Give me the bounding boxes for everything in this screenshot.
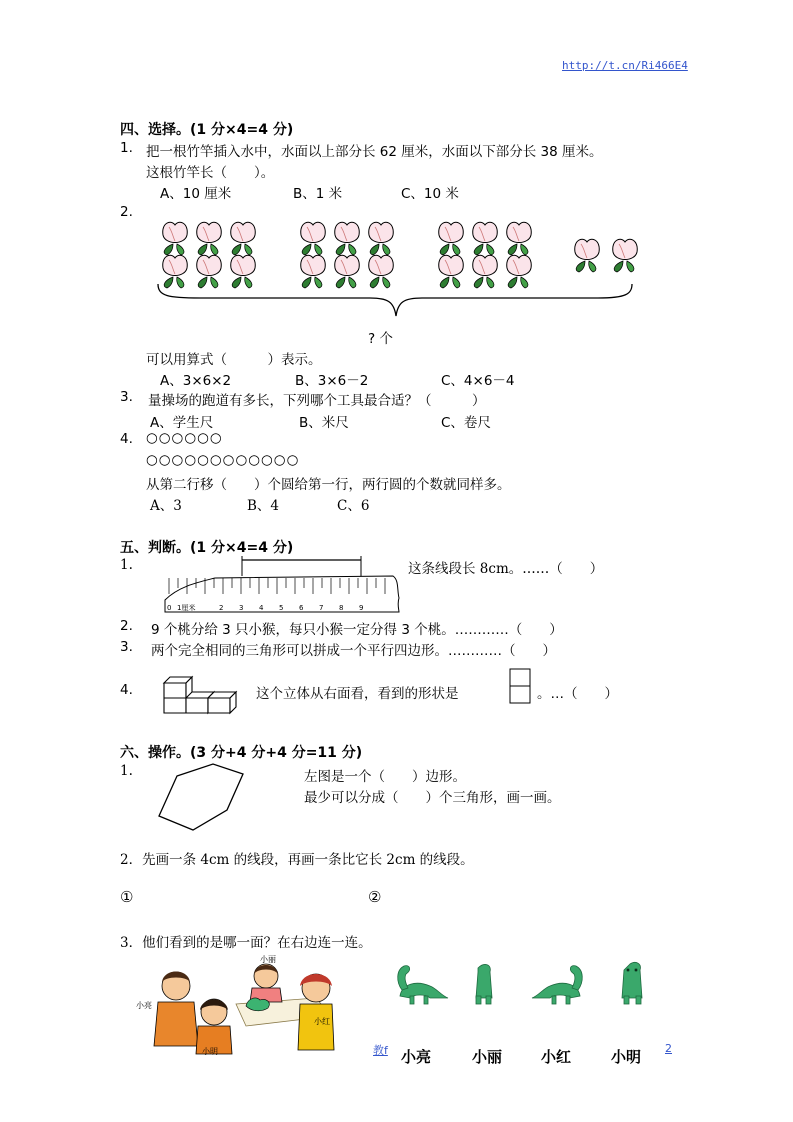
hexagon-figure bbox=[155, 760, 255, 840]
children-scene bbox=[136, 954, 336, 1054]
ruler-label-7: 7 bbox=[319, 604, 324, 612]
q4-1-option-b: B、1 米 bbox=[293, 186, 343, 202]
q6-2-mark-1: ① bbox=[120, 888, 134, 906]
q5-2-number: 2. bbox=[120, 618, 133, 634]
q4-3-text: 量操场的跑道有多长，下列哪个工具最合适？（ ） bbox=[148, 393, 486, 409]
scene-label-xiaoliang: 小亮 bbox=[136, 1001, 152, 1010]
q5-4-text-a: 这个立体从右面看，看到的形状是 bbox=[256, 686, 459, 702]
q6-1-number: 1. bbox=[120, 763, 133, 779]
q5-1-number: 1. bbox=[120, 557, 133, 573]
q6-1-line1: 左图是一个（ ）边形。 bbox=[304, 769, 466, 785]
q4-2-option-a: A、3×6×2 bbox=[160, 373, 232, 389]
section4-title: 四、选择。(1 分×4=4 分) bbox=[120, 122, 294, 138]
q4-4-option-c: C、6 bbox=[337, 498, 370, 514]
q4-1-text: 把一根竹竿插入水中，水面以上部分长 62 厘米，水面以下部分长 38 厘米。 bbox=[146, 144, 603, 160]
section6-title: 六、操作。(3 分+4 分+4 分=11 分) bbox=[120, 745, 363, 761]
q4-1-option-c: C、10 米 bbox=[401, 186, 459, 202]
partial-footer-word[interactable]: 教f bbox=[373, 1044, 388, 1057]
curly-brace bbox=[158, 284, 632, 316]
ruler-label-3: 3 bbox=[239, 604, 244, 612]
q4-3-number: 3. bbox=[120, 389, 133, 405]
q4-1-number: 1. bbox=[120, 140, 133, 156]
ruler-label-5: 5 bbox=[279, 604, 284, 612]
section5-title: 五、判断。(1 分×4=4 分) bbox=[120, 540, 294, 556]
q4-4-text: 从第二行移（ ）个圆给第一行，两行圆的个数就同样多。 bbox=[146, 477, 511, 493]
ruler-label-1: 1厘米 bbox=[177, 604, 196, 612]
cubes-figure bbox=[162, 667, 242, 715]
ruler-label-4: 4 bbox=[259, 604, 264, 612]
ruler-label-6: 6 bbox=[299, 604, 304, 612]
q5-4-text-b: 。…（ ） bbox=[537, 686, 618, 702]
ruler-label-2: 2 bbox=[219, 604, 224, 612]
q4-4-option-a: A、3 bbox=[150, 498, 182, 514]
q4-2-number: 2. bbox=[120, 204, 133, 220]
name-xiaoli: 小丽 bbox=[472, 1048, 503, 1066]
q4-4-option-b: B、4 bbox=[247, 498, 280, 514]
dino-view-back bbox=[476, 965, 492, 1004]
q5-3-text: 两个完全相同的三角形可以拼成一个平行四边形。…………（ ） bbox=[151, 643, 556, 659]
q5-1-text: 这条线段长 8cm。……（ ） bbox=[408, 561, 604, 577]
circles-row-1: ○○○○○○ bbox=[146, 430, 223, 446]
q4-2-option-b: B、3×6－2 bbox=[295, 373, 369, 389]
q4-3-option-b: B、米尺 bbox=[299, 415, 349, 431]
q6-2-mark-2: ② bbox=[368, 888, 382, 906]
name-xiaohong: 小红 bbox=[541, 1048, 572, 1066]
ruler-label-8: 8 bbox=[339, 604, 344, 612]
dino-view-front bbox=[622, 962, 642, 1004]
brace-label: ? 个 bbox=[368, 331, 393, 347]
peach-group-1 bbox=[163, 222, 256, 288]
dinosaur-views bbox=[390, 958, 660, 1008]
q4-2-text: 可以用算式（ ）表示。 bbox=[146, 352, 322, 368]
name-xiaoliang: 小亮 bbox=[401, 1048, 432, 1066]
boy-xiaoliang bbox=[154, 1002, 198, 1046]
page-number: 2 bbox=[665, 1042, 672, 1055]
q6-1-line2: 最少可以分成（ ）个三角形，画一画。 bbox=[304, 790, 561, 806]
dino-view-right bbox=[532, 966, 582, 1004]
q5-3-number: 3. bbox=[120, 639, 133, 655]
q4-1-text2: 这根竹竿长（ ）。 bbox=[146, 165, 275, 181]
scene-label-xiaoming: 小明 bbox=[202, 1047, 218, 1056]
q6-2-text: 2．先画一条 4cm 的线段，再画一条比它长 2cm 的线段。 bbox=[120, 852, 474, 868]
q6-3-text: 3．他们看到的是哪一面？在右边连一连。 bbox=[120, 935, 372, 951]
peach-group-2 bbox=[301, 222, 394, 288]
circles-row-2: ○○○○○○○○○○○○ bbox=[146, 452, 300, 468]
q4-4-number: 4. bbox=[120, 431, 133, 447]
name-xiaoming: 小明 bbox=[611, 1048, 642, 1066]
scene-label-xiaoli: 小丽 bbox=[260, 955, 276, 964]
header-link[interactable]: http://t.cn/Ri466E4 bbox=[562, 59, 688, 72]
scene-label-xiaohong: 小红 bbox=[314, 1017, 330, 1026]
right-view-shape bbox=[509, 668, 531, 704]
q4-2-option-c: C、4×6－4 bbox=[441, 373, 515, 389]
q4-3-option-a: A、学生尺 bbox=[150, 415, 214, 431]
q4-3-option-c: C、卷尺 bbox=[441, 415, 491, 431]
q4-1-option-a: A、10 厘米 bbox=[160, 186, 232, 202]
dino-view-left bbox=[398, 966, 448, 1004]
ruler-label-9: 9 bbox=[359, 604, 364, 612]
q5-4-number: 4. bbox=[120, 682, 133, 698]
girl-xiaohong bbox=[298, 1004, 334, 1050]
q5-2-text: 9 个桃分给 3 只小猴，每只小猴一定分得 3 个桃。…………（ ） bbox=[151, 622, 563, 638]
ruler-figure bbox=[163, 556, 403, 616]
peach-group-4 bbox=[575, 239, 638, 272]
ruler-label-0: 0 bbox=[167, 604, 172, 612]
toy-dinosaur bbox=[246, 998, 269, 1011]
peaches-illustration bbox=[0, 0, 793, 330]
peach-group-3 bbox=[439, 222, 532, 288]
